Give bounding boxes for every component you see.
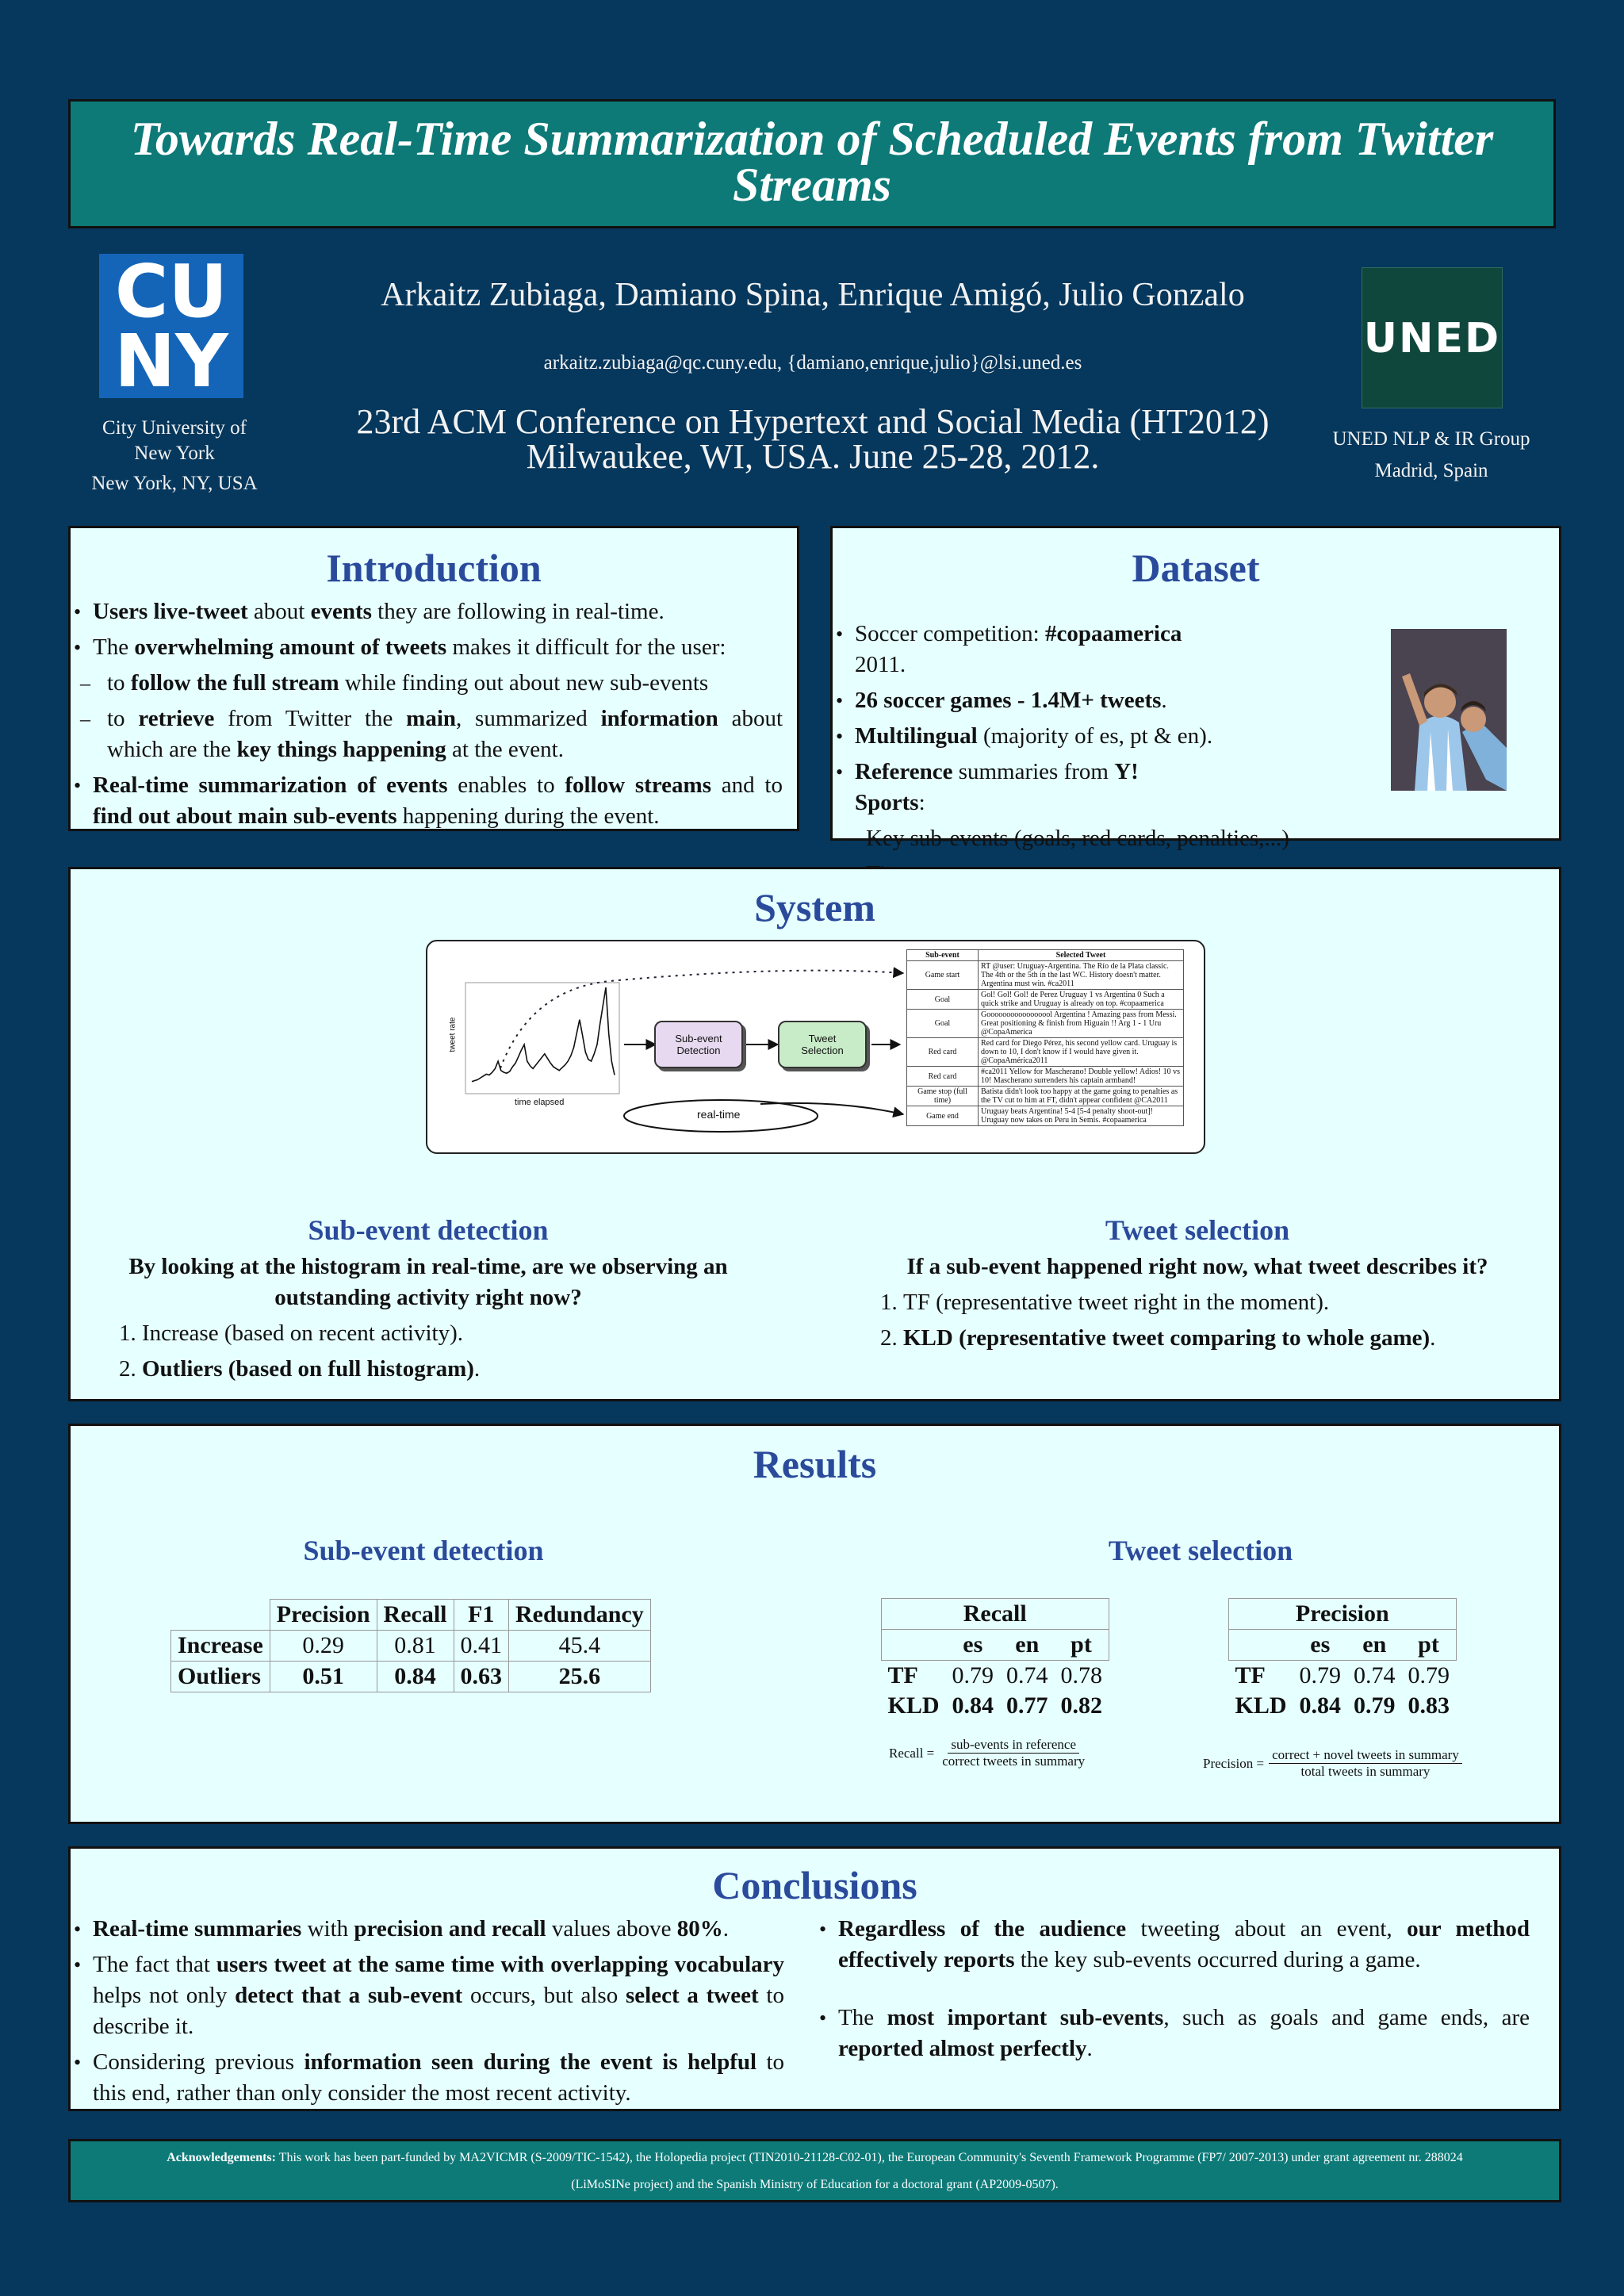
dataset-title: Dataset — [1132, 546, 1260, 590]
tweets-table-row — [907, 1010, 1184, 1038]
precision-fraction — [1269, 1747, 1462, 1780]
introduction-list — [71, 596, 797, 663]
tweets-table-subevent: Game start — [907, 961, 979, 990]
box1-label: Sub-event Detection — [675, 1033, 722, 1056]
system-subevent-question: By looking at the histogram in real-time, are we observing an outstanding activity right now? — [128, 1254, 728, 1310]
tweets-table-tweet: RT @user: Uruguay-Argentina. The Río de la Plata classic. The 4th or the 5th in the last WC. History doesn't matter. Argentina must win. #ca2011 — [979, 961, 1184, 990]
intro-sub-1: – to follow the full stream while finding out about new sub-events — [77, 668, 783, 699]
precision-formula-lhs: Precision = — [1203, 1755, 1265, 1771]
dataset-sub-1: – Key sub-events (goals, red cards, penalties,...) — [836, 823, 1419, 854]
precision-formula — [1203, 1747, 1462, 1780]
tweets-table-row — [907, 1106, 1184, 1126]
sub-table-cell: 0.29 — [270, 1631, 377, 1662]
sub-table-cell: 25.6 — [509, 1662, 651, 1692]
conclusion-left-1: • Real-time summaries with precision and recall values above 80%. — [74, 1914, 784, 1945]
recall-row1-label: TF — [887, 1662, 918, 1688]
recall-cell: 0.74 — [1006, 1662, 1048, 1688]
box2-label: Tweet Selection — [801, 1033, 844, 1056]
results-precision-table — [1228, 1598, 1457, 1721]
system-subevent-item-1: 1. Increase (based on recent activity). — [142, 1318, 762, 1349]
system-panel — [68, 867, 1561, 1401]
tweets-table-subevent: Red card — [907, 1038, 979, 1067]
recall-formula — [889, 1737, 1088, 1769]
tweets-table-head-1: Sub-event — [907, 950, 979, 961]
introduction-list-2 — [71, 770, 797, 832]
tweets-table — [906, 949, 1184, 1126]
introduction-title: Introduction — [326, 546, 542, 590]
left-affiliation — [63, 416, 285, 496]
tweets-table-row — [907, 1087, 1184, 1106]
sub-table-cell: 0.84 — [377, 1662, 454, 1692]
dataset-bullet-1: • Soccer competition: #copaamerica 2011. — [836, 619, 1213, 680]
sub-table-row1-label: Increase — [171, 1631, 270, 1662]
conference-line2: Milwaukee, WI, USA. June 25-28, 2012. — [526, 437, 1100, 476]
intro-bullet-1: • Users live-tweet about events they are following in real-time. — [74, 596, 783, 627]
system-diagram — [426, 940, 1205, 1154]
results-recall-table — [881, 1598, 1109, 1721]
dataset-bullet-3: • Multilingual (majority of es, pt & en). — [836, 721, 1213, 752]
sub-table-cell: 0.81 — [377, 1631, 454, 1662]
conclusions-title: Conclusions — [712, 1863, 917, 1907]
tweets-table-tweet: Gooooooooooooooool Argentina ! Amazing pass from Messi. Great positioning & finish from Higuain !! Arg 1 - 1 Uru @CopaAmerica — [979, 1010, 1184, 1038]
dataset-panel — [830, 526, 1561, 851]
precision-cell: 0.74 — [1354, 1662, 1396, 1688]
recall-cell: 0.82 — [1060, 1692, 1103, 1719]
realtime-arrow — [760, 1103, 903, 1114]
tweets-table-tweet: Uruguay beats Argentina! 5-4 [5-4 penalty shoot-out]! Uruguay now takes on Peru in Semis. #copaamerica — [979, 1106, 1184, 1126]
dataset-list — [833, 619, 1419, 818]
soccer-player-photo — [1391, 629, 1507, 791]
histogram-line — [472, 987, 615, 1082]
tweets-table-row — [907, 990, 1184, 1010]
sub-table-cell: 0.63 — [454, 1662, 509, 1692]
tweets-table-subevent: Goal — [907, 1010, 979, 1038]
right-affiliation — [1300, 424, 1562, 487]
realtime-label: real-time — [697, 1108, 741, 1121]
intro-bullet-2: • The overwhelming amount of tweets makes it difficult for the user: — [74, 632, 783, 663]
conclusion-right-1: • Regardless of the audience tweeting about an event, our method effectively reports the key sub-events occurred during a game. — [819, 1914, 1530, 1976]
conclusion-left-2: • The fact that users tweet at the same time with overlapping vocabulary helps not only detect that a sub-event occurs, but also select a tweet to describe it. — [74, 1949, 784, 2042]
system-title: System — [754, 885, 875, 930]
tweets-table-row — [907, 961, 1184, 990]
conclusion-left-3: • Considering previous information seen during the event is helpful to this end, rather than only consider the most recent activity. — [74, 2047, 784, 2109]
results-subevent-title: Sub-event detection — [303, 1535, 544, 1566]
recall-caption: Recall — [882, 1599, 1109, 1630]
introduction-sublist — [71, 668, 797, 765]
recall-row2-label: KLD — [887, 1692, 940, 1719]
left-affil-line2: New York — [134, 443, 215, 464]
precision-lang: en — [1347, 1630, 1402, 1661]
tweets-table-subevent: Game stop (full time) — [907, 1087, 979, 1106]
left-affil-line1: City University of — [102, 417, 247, 439]
dataset-bullet-2: • 26 soccer games - 1.4M+ tweets. — [836, 685, 1213, 716]
conclusions-left-list — [74, 1914, 784, 2109]
dataset-bullet-4: • Reference summaries from Y! Sports: — [836, 757, 1213, 818]
sub-table-head-recall: Recall — [377, 1600, 454, 1631]
recall-lang: en — [1000, 1630, 1055, 1661]
cuny-logo-line1: CU — [114, 249, 228, 334]
intro-sub-2: – to retrieve from Twitter the main, summarized information about which are the key things happening at the event. — [77, 703, 783, 765]
precision-caption: Precision — [1229, 1599, 1457, 1630]
acknowledgements-banner — [68, 2139, 1561, 2202]
sub-table-cell: 0.41 — [454, 1631, 509, 1662]
tweets-table-tweet: Batista didn't look too happy at the game going to penalties as the TV cut to him at FT, didn't appear confident @CA2011 — [979, 1087, 1184, 1106]
right-affil-line1: UNED NLP & IR Group — [1332, 428, 1530, 450]
precision-cell: 0.83 — [1408, 1692, 1450, 1719]
recall-cell: 0.77 — [1006, 1692, 1048, 1719]
left-affil-line3: New York, NY, USA — [91, 473, 258, 494]
player-illustration — [1391, 629, 1507, 791]
results-tweetsel-title: Tweet selection — [1108, 1535, 1293, 1566]
tweets-table-tweet: #ca2011 Yellow for Mascherano! Double yellow! Adios! 10 vs 10! Mascherano surrenders his captain armband! — [979, 1067, 1184, 1087]
ack-line1 — [90, 2145, 1540, 2171]
histogram-xlabel: time elapsed — [515, 1098, 565, 1107]
tweets-table-subevent: Game end — [907, 1106, 979, 1126]
precision-row2-label: KLD — [1235, 1692, 1287, 1719]
histogram-ylabel: tweet rate — [448, 1017, 458, 1052]
cuny-logo-line2: NY — [114, 319, 228, 404]
precision-row1-label: TF — [1235, 1662, 1266, 1688]
right-affil-line2: Madrid, Spain — [1374, 460, 1488, 481]
recall-numerator: sub-events in reference — [948, 1737, 1079, 1754]
system-tweetsel-title: Tweet selection — [1105, 1214, 1290, 1246]
tweets-table-head-2: Selected Tweet — [979, 950, 1184, 961]
system-tweetsel-item-1: 1. TF (representative tweet right in the moment). — [903, 1287, 1531, 1318]
tweets-table-tweet: Red card for Diego Pérez, his second yellow card. Uruguay is down to 10, I don't know if I would have given it. @CopaAmérica2011 — [979, 1038, 1184, 1067]
results-subevent-table — [170, 1599, 651, 1692]
precision-lang: es — [1293, 1630, 1348, 1661]
precision-denominator: total tweets in summary — [1300, 1764, 1431, 1779]
recall-corner — [882, 1630, 946, 1661]
conference — [301, 404, 1324, 474]
uned-logo — [1362, 267, 1503, 408]
precision-cell: 0.79 — [1299, 1662, 1342, 1688]
precision-corner — [1229, 1630, 1293, 1661]
tweets-table-row — [907, 1038, 1184, 1067]
sub-table-cell: 45.4 — [509, 1631, 651, 1662]
authors: Arkaitz Zubiaga, Damiano Spina, Enrique Amigó, Julio Gonzalo — [381, 277, 1245, 313]
ack-line2: (LiMoSINe project) and the Spanish Ministry of Education for a doctoral grant (AP2009-0507). — [571, 2178, 1059, 2191]
recall-lang: pt — [1055, 1630, 1109, 1661]
intro-bullet-3: • Real-time summarization of events enables to follow streams and to find out about main sub-events happening during the event. — [74, 770, 783, 832]
histogram-frame — [465, 983, 619, 1094]
selected-tweets-table — [906, 949, 1184, 1148]
title-banner — [68, 99, 1556, 228]
system-subevent-block — [94, 1213, 762, 1385]
recall-formula-lhs: Recall = — [889, 1745, 935, 1761]
recall-fraction — [939, 1737, 1088, 1769]
recall-lang: es — [946, 1630, 1001, 1661]
precision-cell: 0.84 — [1299, 1692, 1342, 1719]
sub-table-head-precision: Precision — [270, 1600, 377, 1631]
tweets-table-subevent: Red card — [907, 1067, 979, 1087]
recall-cell: 0.84 — [952, 1692, 994, 1719]
introduction-panel — [68, 526, 799, 831]
system-tweetsel-list — [864, 1287, 1531, 1354]
conference-line1: 23rd ACM Conference on Hypertext and Social Media (HT2012) — [356, 402, 1270, 441]
results-panel — [68, 1424, 1561, 1824]
precision-lang: pt — [1402, 1630, 1457, 1661]
conclusions-panel — [68, 1846, 1561, 2111]
emails: arkaitz.zubiaga@qc.cuny.edu, {damiano,enrique,julio}@lsi.uned.es — [543, 352, 1082, 374]
system-subevent-item-2: 2. Outliers (based on full histogram). — [142, 1354, 762, 1385]
histogram-line-group — [472, 987, 615, 1082]
sub-table-corner — [171, 1600, 270, 1631]
sub-table-head-f1: F1 — [454, 1600, 509, 1631]
cuny-logo — [99, 249, 243, 404]
results-title: Results — [753, 1442, 877, 1486]
ack-label: Acknowledgements: — [167, 2151, 276, 2164]
uned-logo-text: UNED — [1363, 315, 1501, 362]
tweets-table-subevent: Goal — [907, 990, 979, 1010]
precision-numerator: correct + novel tweets in summary — [1269, 1747, 1462, 1764]
system-tweetsel-item-2: 2. KLD (representative tweet comparing to whole game). — [903, 1323, 1531, 1354]
subevent-detection-box — [654, 1021, 743, 1068]
recall-cell: 0.78 — [1060, 1662, 1103, 1688]
system-subevent-title: Sub-event detection — [308, 1214, 549, 1246]
ack-text: This work has been part-funded by MA2VICMR (S-2009/TIC-1542), the Holopedia project (TIN2010-21128-C02-01), the European Community's Seventh Framework Programme (FP7/ 2007-2013) under grant agreement nr. 288024 — [275, 2151, 1463, 2164]
tweets-table-row — [907, 1067, 1184, 1087]
system-tweetsel-question: If a sub-event happened right now, what tweet describes it? — [906, 1254, 1488, 1279]
poster-title: Towards Real-Time Summarization of Scheduled Events from Twitter Streams — [130, 113, 1494, 211]
recall-denominator: correct tweets in summary — [942, 1754, 1086, 1769]
system-tweetsel-block — [864, 1213, 1531, 1354]
sub-table-head-redundancy: Redundancy — [509, 1600, 651, 1631]
precision-cell: 0.79 — [1408, 1662, 1450, 1688]
precision-cell: 0.79 — [1354, 1692, 1396, 1719]
recall-cell: 0.79 — [952, 1662, 994, 1688]
sub-table-row2-label: Outliers — [171, 1662, 270, 1692]
conclusions-right-list — [819, 1914, 1530, 2064]
sub-table-cell: 0.51 — [270, 1662, 377, 1692]
tweets-table-tweet: Gol! Gol! Gol! de Perez Uruguay 1 vs Argentina 0 Such a quick strike and Uruguay is already on top. #copaamerica — [979, 990, 1184, 1010]
system-subevent-list — [94, 1318, 762, 1385]
tweet-selection-box — [778, 1021, 867, 1068]
conclusion-right-2: • The most important sub-events, such as goals and game ends, are reported almost perfectly. — [819, 2003, 1530, 2064]
